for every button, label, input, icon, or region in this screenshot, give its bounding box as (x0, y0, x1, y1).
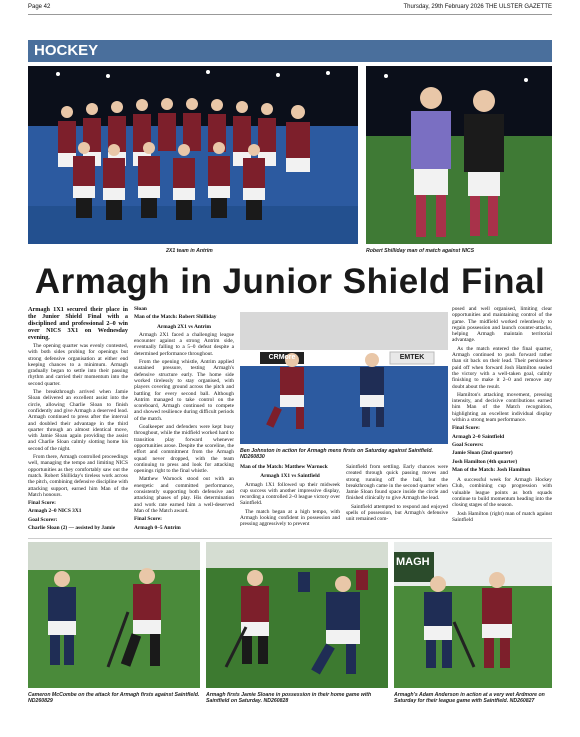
article-column-2 (134, 306, 234, 533)
section-title: HOCKEY (28, 40, 552, 62)
paragraph: The opening quarter was evenly contested, with both sides probing for openings but strong defensive organisation at either end keeping chances to a minimum. Armagh gradually began to settle into their passing rhythm and carried their momentum into the second quarter. (28, 343, 128, 387)
sloan-action-photo (206, 542, 388, 688)
johnston-photo-caption: Ben Johnston in action for Armagh mens firsts on Saturday against Saintfield. ND260830 (240, 448, 433, 460)
team-photo (28, 66, 358, 244)
banner-sponsor: CRMore (268, 354, 296, 361)
goal-scorer: Josh Hamilton (4th quarter) (452, 458, 518, 465)
page-number: Page 42 (28, 4, 51, 10)
match-subheading: Armagh 2X1 vs Antrim (156, 323, 212, 330)
mccombe-photo-caption: Cameron McCombe on the attack for Armagh firsts against Saintfield. ND260829 (28, 692, 200, 704)
man-of-match: Man of the Match: Josh Hamilton (452, 466, 531, 473)
paragraph: Saintfield from settling. Early chances were created through quick passing moves and strong running off the ball, but the breakthrough came in the second quarter when Jamie Sloan found space inside the circle and finished clinically to give Armagh the lead. (346, 464, 448, 502)
paragraph: From there, Armagh controlled proceedings well, managing the tempo and limiting NICS opportunities as they comfortably saw out the match. Robert Shilliday's tireless work across the pitch, combining defensive discipline with attacking support, earned him Man of the Match honours. (28, 454, 128, 498)
goal-scorers-label: Goal Scorers: (452, 441, 484, 448)
final-score: Armagh 2–0 Saintfield (452, 433, 505, 440)
paragraph: Josh Hamilton (right) man of match against Saintfield (452, 510, 552, 523)
goal-scorer: Jamie Sloan (2nd quarter) (452, 450, 513, 457)
final-score-label: Final Score: (28, 500, 56, 507)
article-lead: Armagh 1X1 secured their place in the Junior Shield Final with a disciplined and professional 2–0 win over NICS 3X1 on Wednesday evening. (28, 306, 128, 341)
paragraph: From the opening whistle, Antrim applied sustained pressure, testing Armagh's defensive structure early. The home side worked tirelessly to stay organised, with players covering ground across the pitch and battling for every second ball. Although Antrim managed to take control on the scoreboard, Armagh continued to compete and showed resilience during difficult periods of the match. (134, 359, 234, 422)
anderson-photo-caption: Armagh's Adam Anderson in action at a very wet Ardmore on Saturday for their league game with Saintfield. ND260827 (394, 692, 545, 704)
johnston-action-photo (240, 312, 448, 444)
anderson-action-photo (394, 542, 552, 688)
article-column-1 (28, 306, 128, 533)
final-score: Armagh 0–5 Antrim (134, 524, 181, 531)
team-photo-caption: 2X1 team in Antrim (166, 248, 213, 254)
page-headline: Armagh in Junior Shield Final (34, 262, 546, 301)
continued-text: Sloan (134, 306, 147, 312)
mccombe-action-photo (28, 542, 200, 688)
paragraph: The match began at a high tempo, with Armagh looking confident in possession and pressing aggressively to prevent (240, 508, 340, 528)
paragraph: Armagh 1X1 followed up their midweek cup success with another impressive display, recording a controlled 2–0 league victory over Saintfield. (240, 481, 340, 507)
paragraph: Goalkeeper and defenders were kept busy throughout, while the midfield worked hard to transition play forward whenever opportunities arose. Despite the scoreline, the effort and commitment from the Armagh squad never dropped, with the team continuing to press and look for attacking openings right to the final whistle. (134, 424, 234, 475)
article-column-5 (452, 306, 552, 525)
date-and-paper: Thursday, 29th February 2026 THE ULSTER GAZETTE (403, 4, 552, 10)
final-score-label: Final Score: (134, 516, 162, 523)
final-score-label: Final Score: (452, 425, 480, 432)
article-column-3 (240, 464, 340, 530)
banner-sponsor-2: EMTEK (399, 354, 425, 361)
paragraph: Saintfield attempted to respond and enjoyed spells of possession, but Armagh's defensive unit remained com- (346, 503, 448, 523)
motm-photo (366, 66, 552, 244)
paragraph: Matthew Warnock stood out with an energetic and committed performance, consistently supporting both defensive and attacking phases of play. His determination and work rate earned him a well-deserved Man of the Match award. (134, 476, 234, 514)
paragraph: As the match entered the final quarter, Armagh continued to push forward rather than sit back on their lead. Their persistence paid off when forward Josh Hamilton sealed the victory with a well-taken goal, calmly finishing to make it 2–0 and remove any doubt about the result. (452, 345, 552, 390)
photo-row-divider (28, 538, 552, 539)
goal-scorer: Charlie Sloan (2) — assisted by Jamie (28, 525, 116, 532)
paragraph: Armagh 2X1 faced a challenging league encounter against a strong Antrim side, eventually falling to a 5–0 defeat despite a determined performance throughout. (134, 331, 234, 357)
banner-sponsor-3: MAGH (396, 556, 430, 568)
man-of-match: Man of the Match: Matthew Warnock (240, 464, 328, 470)
paragraph: Hamilton's attacking movement, pressing intensity, and decisive contributions earned him Man of the Match recognition, highlighting an excellent individual display within a strong team performance. (452, 391, 552, 424)
article-column-4 (346, 464, 448, 525)
match-subheading: Armagh 1X1 vs Saintfield (260, 473, 320, 480)
motm-photo-caption: Robert Shilliday man of match against NICS (366, 248, 475, 254)
sloan-photo-caption: Armagh firsts Jamie Sloane in possession in their home game with Saintfield on Saturday. ND260828 (206, 692, 372, 704)
goal-scorer-label: Goal Scorer: (28, 516, 58, 523)
page-header (28, 4, 552, 15)
paragraph: A successful week for Armagh Hockey Club, combining cup progression with valuable league points as both squads continue to build momentum heading into the closing stages of the season. (452, 477, 552, 509)
paragraph: posed and well organised, limiting clear opportunities and maintaining control of the game. The midfield worked relentlessly to regain possession and launch counter-attacks, helping Armagh maintain territorial advantage. (452, 306, 552, 344)
final-score: Armagh 2–0 NICS 3X1 (28, 508, 82, 515)
man-of-match: Man of the Match: Robert Shilliday (134, 314, 217, 321)
paragraph: The breakthrough arrived when Jamie Sloan delivered an excellent assist into the circle, allowing Charlie Sloan to finish confidently and give Armagh a deserved lead. Armagh continued to press after the interval and doubled their advantage in the third quarter through an almost identical move, with Jamie Sloan again providing the assist and Charlie Sloan calmly slotting home his second of the night. (28, 389, 128, 452)
